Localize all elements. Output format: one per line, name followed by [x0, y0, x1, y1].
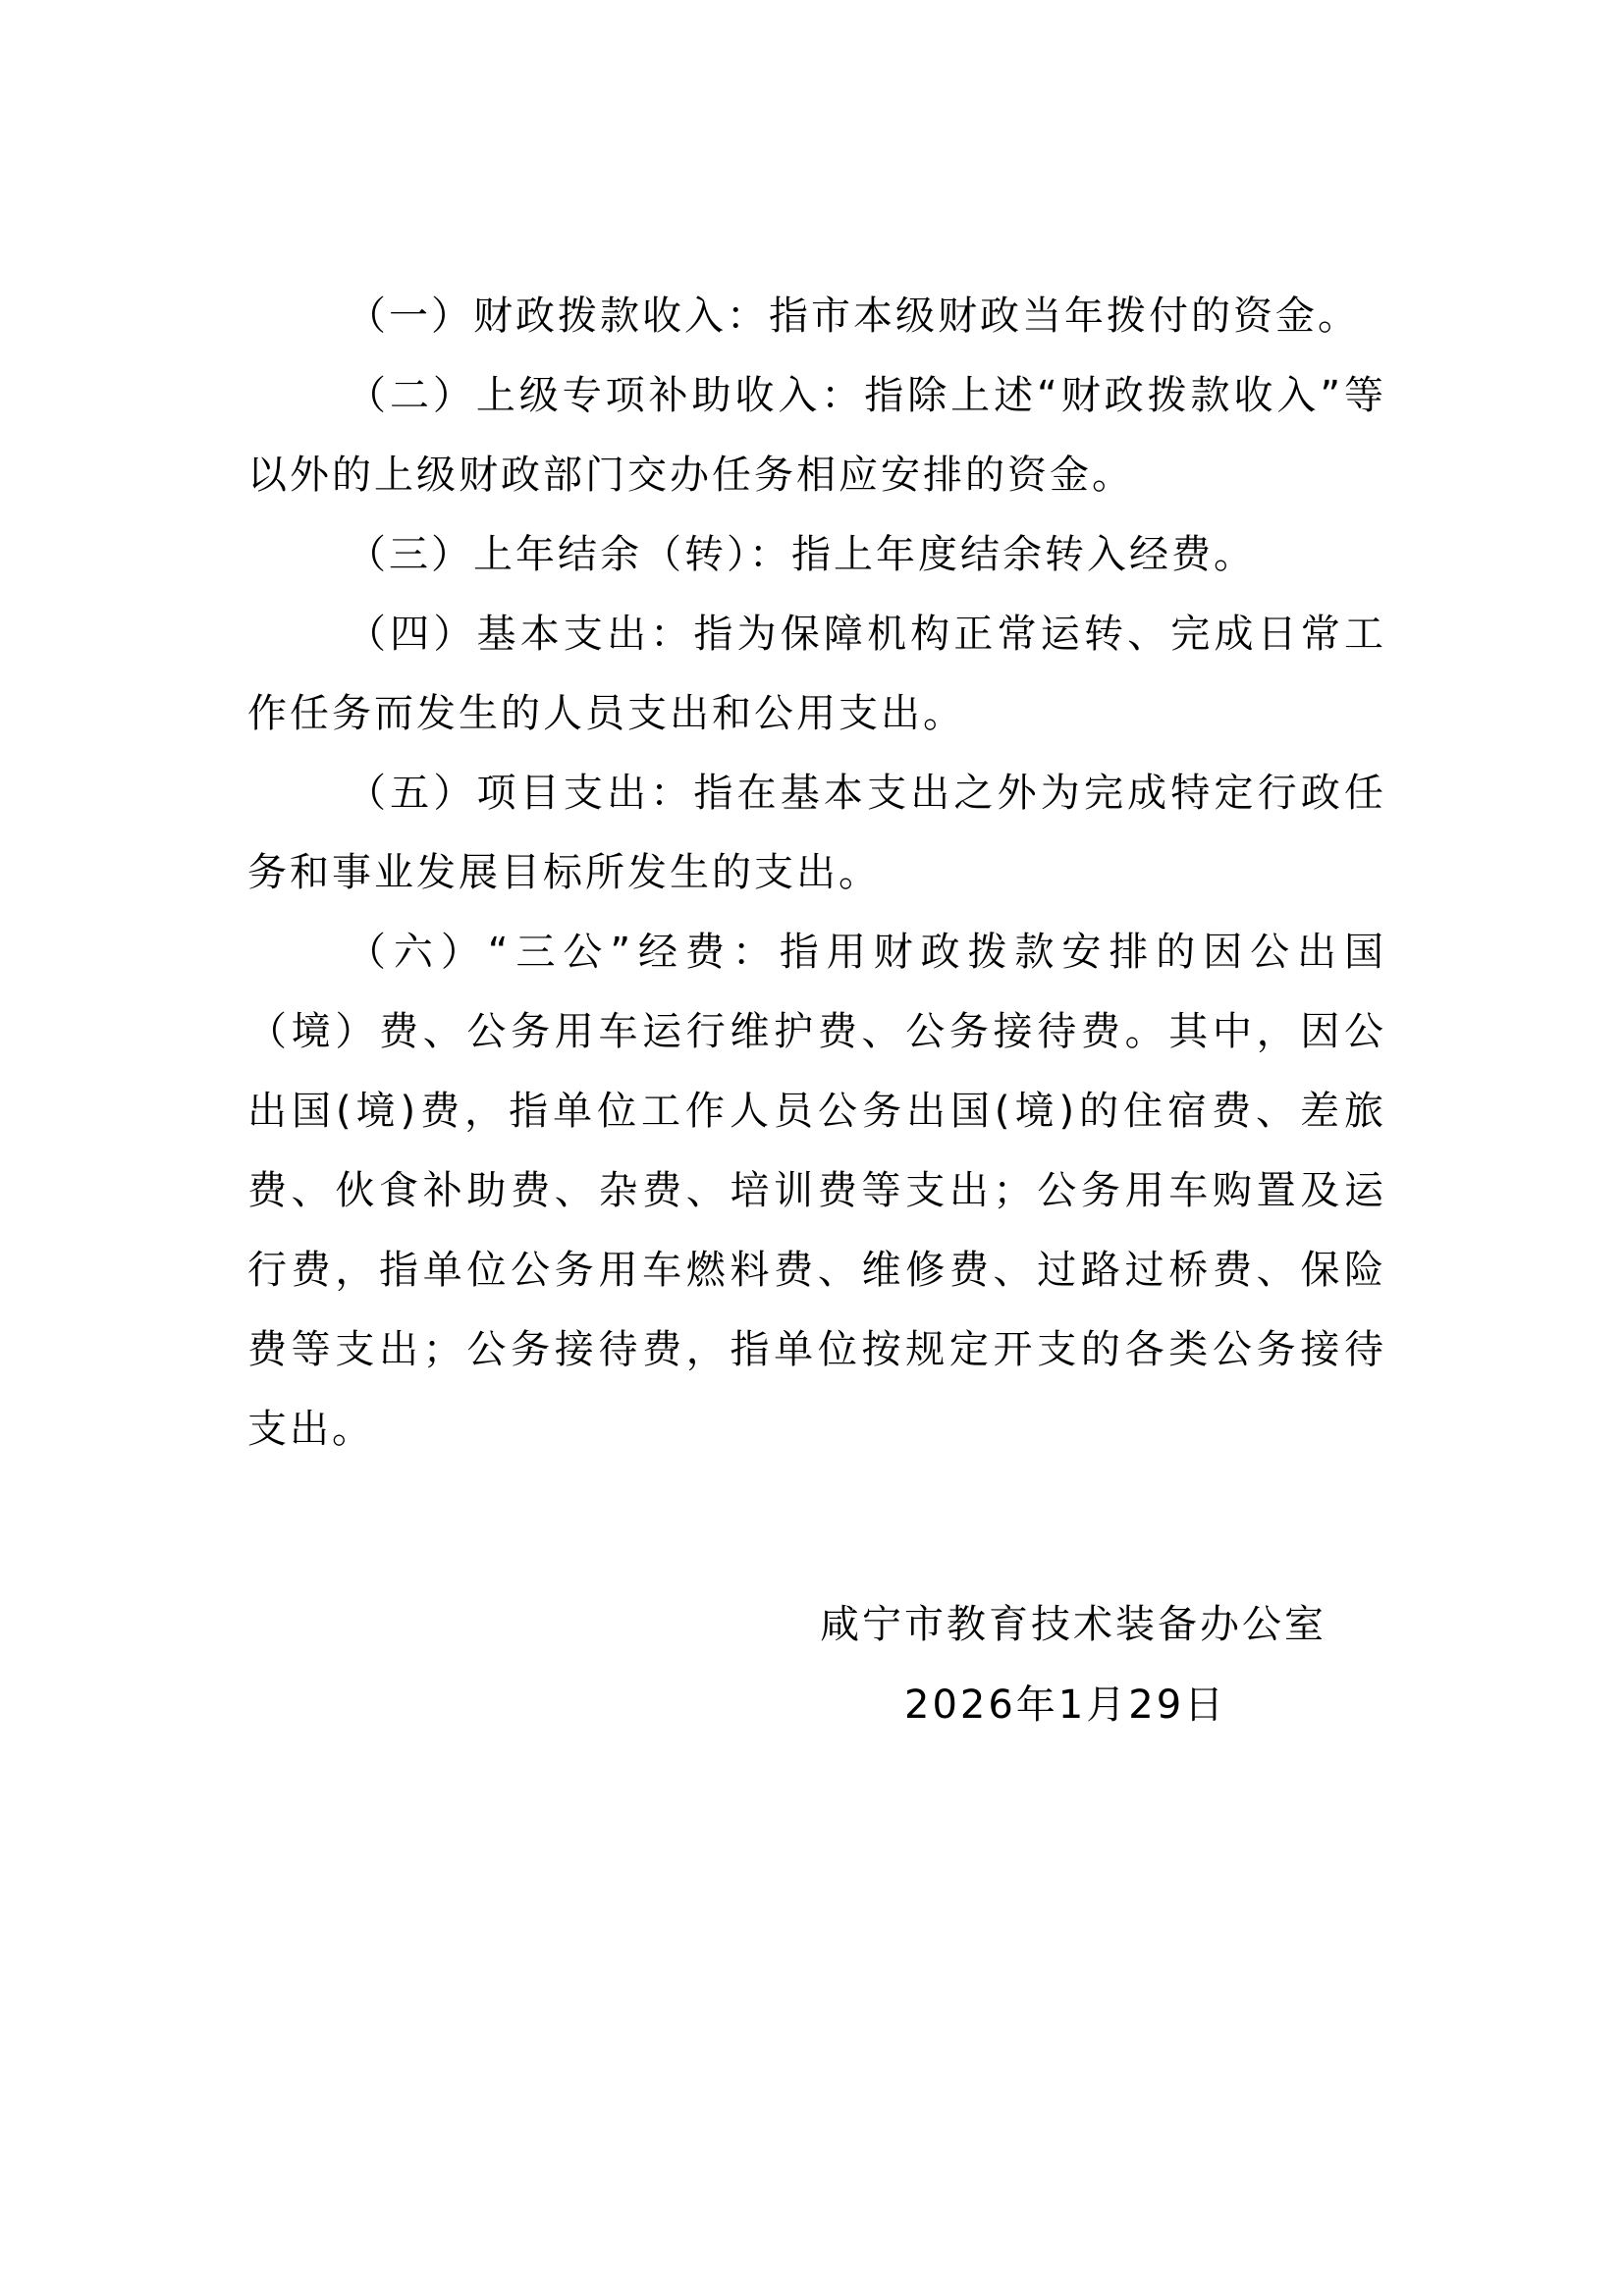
signature-organization: 咸宁市教育技术装备办公室 [820, 1602, 1326, 1647]
paragraph-prior-year-balance: （三）上年结余（转）：指上年度结余转入经费。 [347, 532, 1256, 577]
paragraph-three-public-expenses: （六）“三公”经费：指用财政拨款安排的因公出国（境）费、公务用车运行维护费、公务接待费。其中，因公出国(境)费，指单位工作人员公务出国(境)的住宿费、差旅费、伙食补助费、杂费、培训费等支出；公务用车购置及运行费，指单位公务用车燃料费、维修费、过路过桥费、保险费等支出；公务接待费，指单位按规定开支的各类公务接待支出。 [247, 930, 1386, 1452]
signature-block [820, 1584, 1370, 1745]
signature-date: 2026年1月29日 [904, 1682, 1227, 1728]
paragraph-special-subsidy-income: （二）上级专项补助收入：指除上述“财政拨款收入”等以外的上级财政部门交办任务相应安排的资金。 [247, 373, 1386, 498]
paragraph-project-expenditure: （五）项目支出：指在基本支出之外为完成特定行政任务和事业发展目标所发生的支出。 [247, 771, 1386, 895]
paragraph-basic-expenditure: （四）基本支出：指为保障机构正常运转、完成日常工作任务而发生的人员支出和公用支出。 [247, 612, 1386, 736]
document-body [247, 277, 1386, 1469]
paragraph-financial-appropriation-income: （一）财政拨款收入：指市本级财政当年拨付的资金。 [347, 294, 1360, 339]
